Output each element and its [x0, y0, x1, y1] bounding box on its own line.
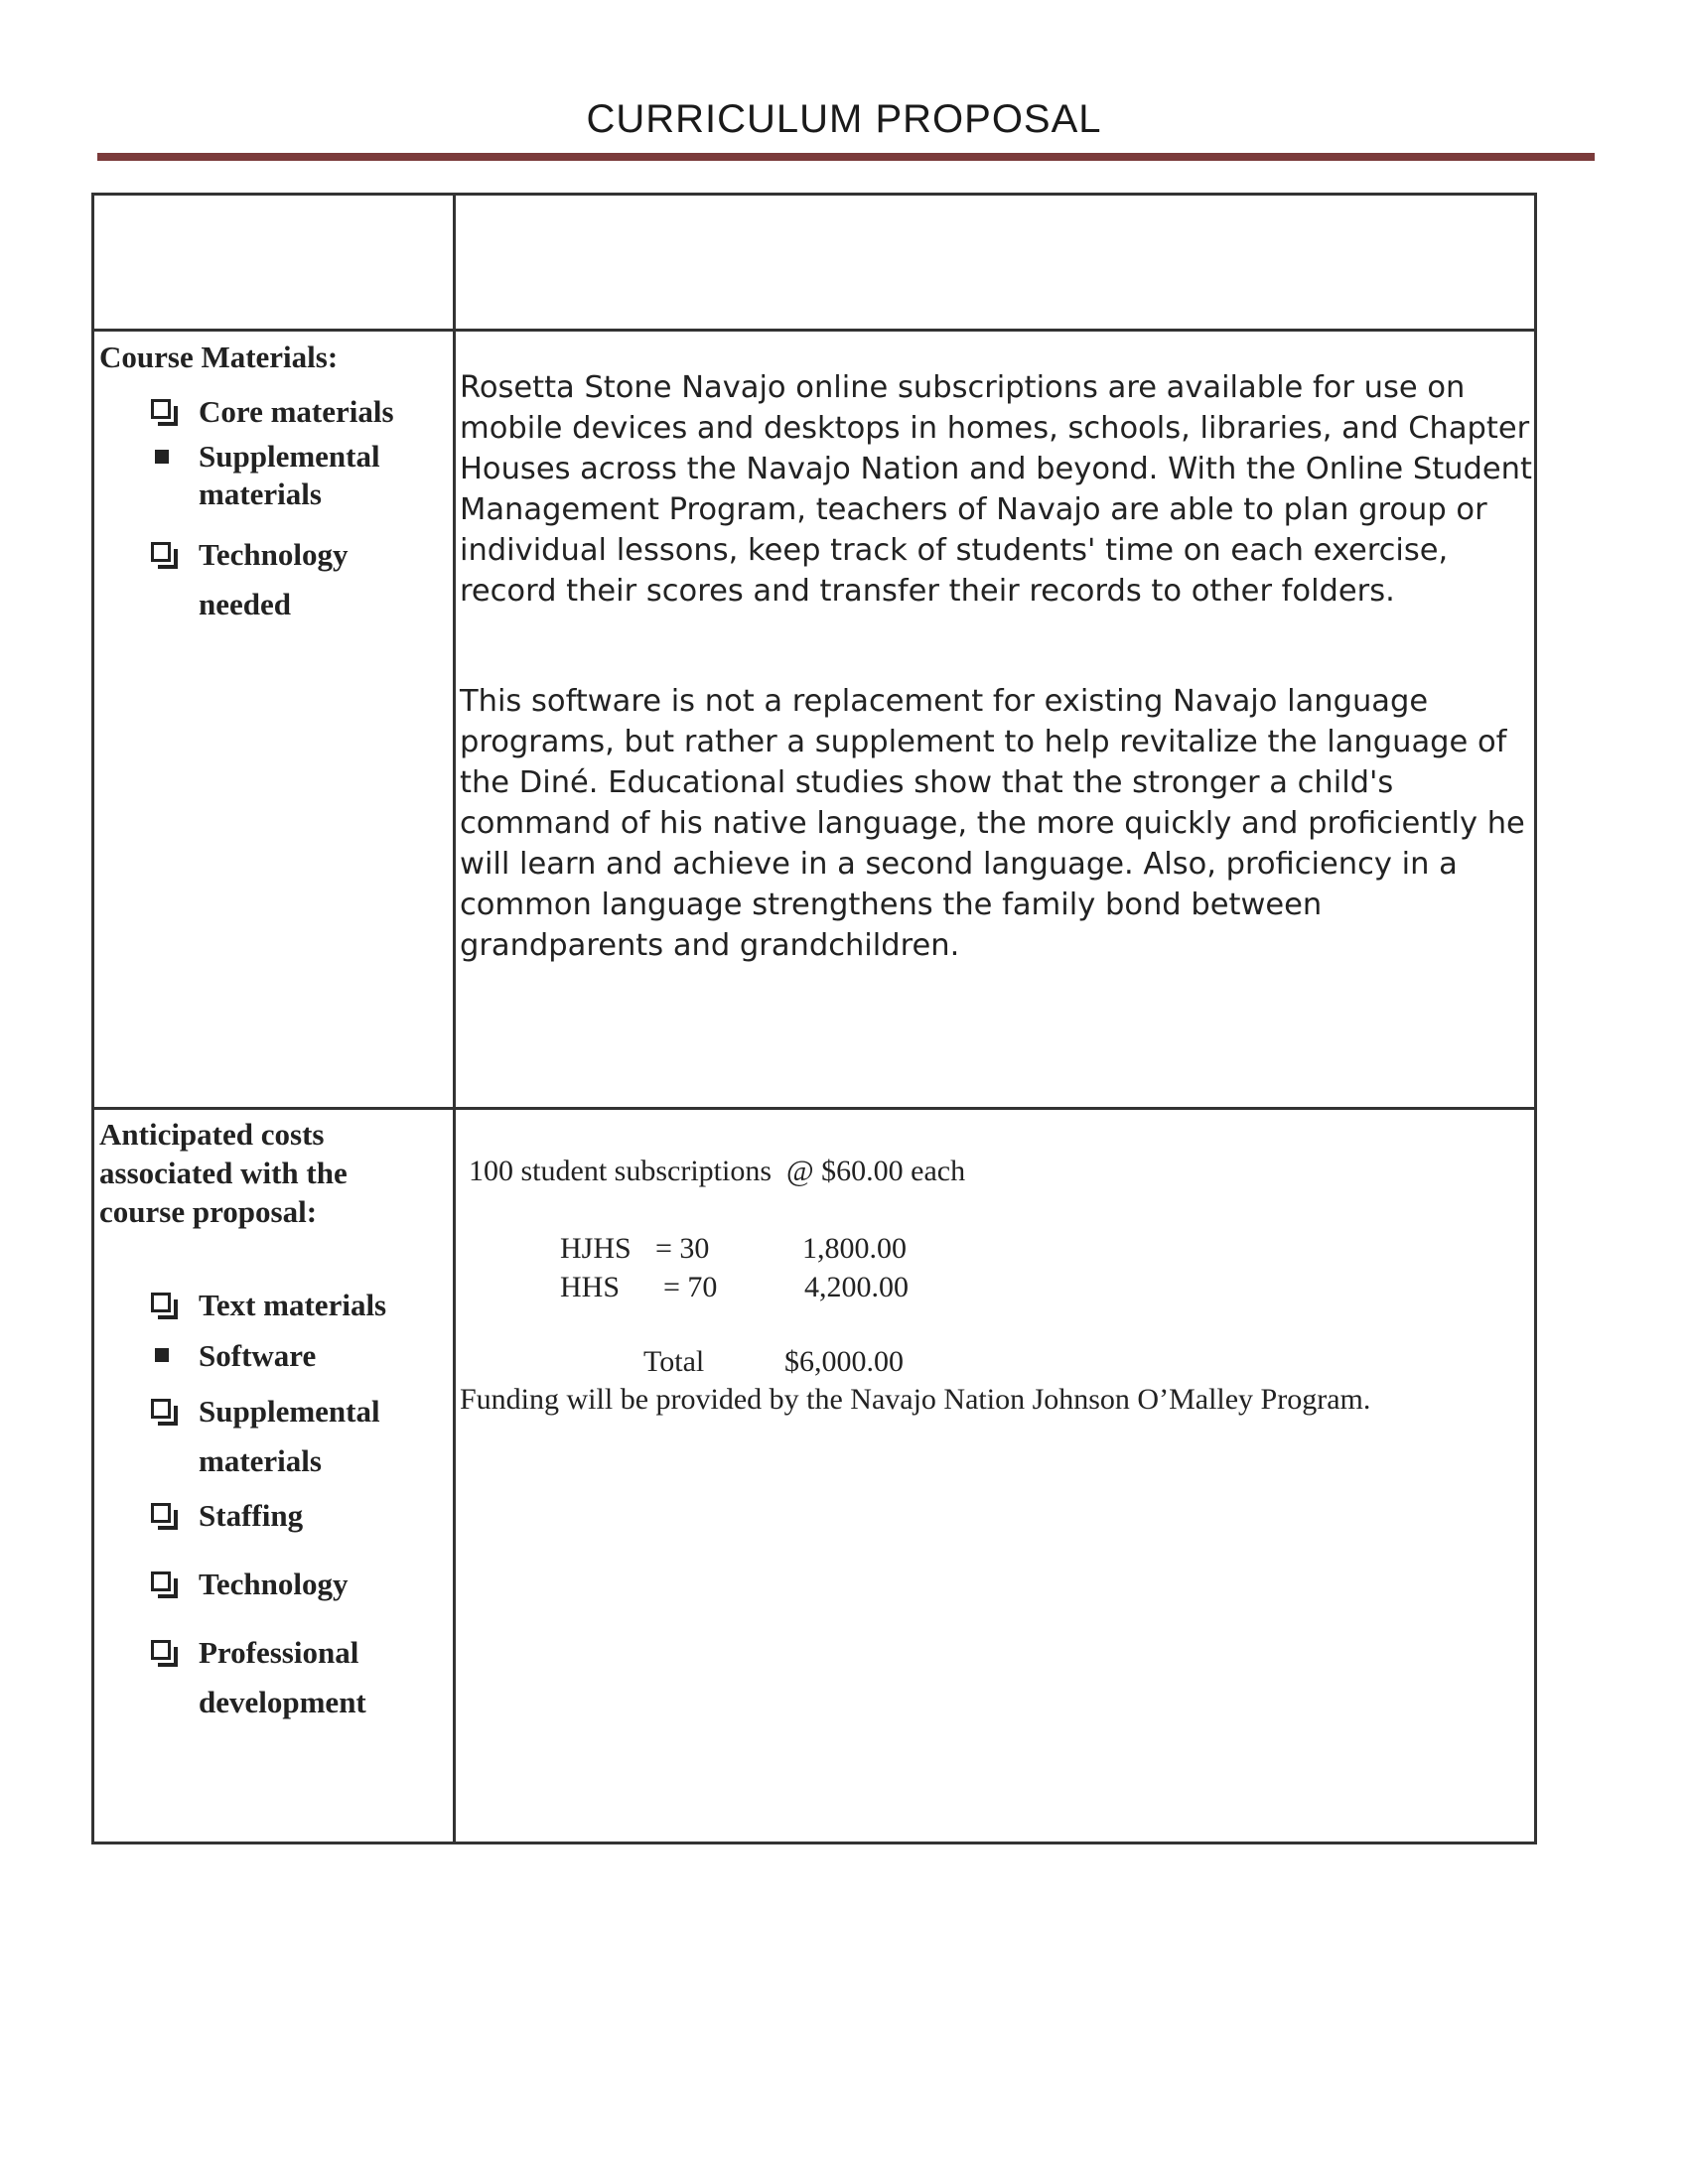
checkbox-text-materials[interactable]: [149, 1281, 386, 1330]
costs-heading-line-1: Anticipated costs: [99, 1117, 325, 1152]
checkbox-label: Staffing: [199, 1498, 304, 1533]
checkbox-label: Technology: [199, 537, 349, 572]
checkbox-label-continued: needed: [199, 587, 291, 621]
checkbox-core-materials[interactable]: [149, 387, 394, 437]
cost-row-count: = 70: [663, 1271, 718, 1303]
total-amount: $6,000.00: [784, 1345, 904, 1378]
checkbox-empty-icon: [151, 1399, 171, 1419]
cost-row-school: HHS: [560, 1271, 621, 1303]
checkbox-label: Supplemental: [199, 439, 380, 474]
funding-note: Funding will be provided by the Navajo Nation Johnson O’Malley Program.: [460, 1383, 1371, 1416]
subscriptions-line: 100 student subscriptions @ $60.00 each: [469, 1155, 966, 1187]
checkbox-supplemental-materials-cost[interactable]: [149, 1387, 380, 1486]
checkbox-empty-icon: [151, 542, 171, 562]
checkbox-label-continued: materials: [199, 477, 322, 511]
checkbox-label-continued: development: [199, 1685, 366, 1719]
checkbox-label: Technology: [199, 1567, 349, 1601]
checkbox-empty-icon: [151, 1293, 171, 1312]
checkbox-software[interactable]: [149, 1331, 316, 1381]
costs-heading-line-3: course proposal:: [99, 1194, 318, 1229]
checkbox-label: Text materials: [199, 1288, 387, 1322]
column-divider: [453, 196, 456, 1842]
page-title: CURRICULUM PROPOSAL: [586, 97, 1102, 141]
cost-row-amount: 1,800.00: [802, 1232, 907, 1265]
checkbox-empty-icon: [151, 1640, 171, 1660]
cost-row-amount: 4,200.00: [804, 1271, 909, 1303]
checkbox-technology[interactable]: [149, 1560, 348, 1609]
checkbox-label-continued: materials: [199, 1443, 322, 1478]
materials-paragraph-1: Rosetta Stone Navajo online subscriptions are available for use on mobile devices and desktops in homes, schools, libraries, and Chapter Houses across the Navajo Nation and beyond. With the Online Student Management Program, teachers of Navajo are able to plan group or individual lessons, keep track of students' time on each exercise, record their scores and transfer their records to other folders.: [460, 370, 1532, 609]
checkbox-empty-icon: [151, 399, 171, 419]
total-label: Total: [643, 1345, 705, 1378]
checkbox-technology-needed[interactable]: [149, 530, 348, 629]
checkbox-filled-icon: [155, 450, 169, 464]
course-materials-heading: Course Materials:: [99, 340, 339, 374]
row-divider-top: [94, 329, 1534, 332]
cost-row-count: = 30: [655, 1232, 710, 1265]
checkbox-filled-icon: [155, 1348, 169, 1362]
title-divider: [97, 153, 1595, 161]
checkbox-label: Professional: [199, 1635, 359, 1670]
checkbox-empty-icon: [151, 1571, 171, 1591]
checkbox-label: Core materials: [199, 394, 394, 429]
checkbox-professional-development[interactable]: [149, 1628, 366, 1727]
checkbox-label: Supplemental: [199, 1394, 380, 1429]
checkbox-supplemental-materials[interactable]: [149, 438, 380, 513]
materials-paragraph-2: This software is not a replacement for existing Navajo language programs, but rather a supplement to help revitalize the language of the Diné. Educational studies show that the stronger a child's command of his native language, the more quickly and proficiently he will learn and achieve in a second language. Also, proficiency in a common language strengthens the family bond between grandparents and grandchildren.: [460, 684, 1525, 963]
row-divider-bottom: [94, 1107, 1534, 1110]
checkbox-staffing[interactable]: [149, 1491, 303, 1541]
checkbox-label: Software: [199, 1338, 317, 1373]
checkbox-empty-icon: [151, 1503, 171, 1523]
costs-heading-line-2: associated with the: [99, 1156, 348, 1190]
cost-row-school: HJHS: [560, 1232, 632, 1265]
